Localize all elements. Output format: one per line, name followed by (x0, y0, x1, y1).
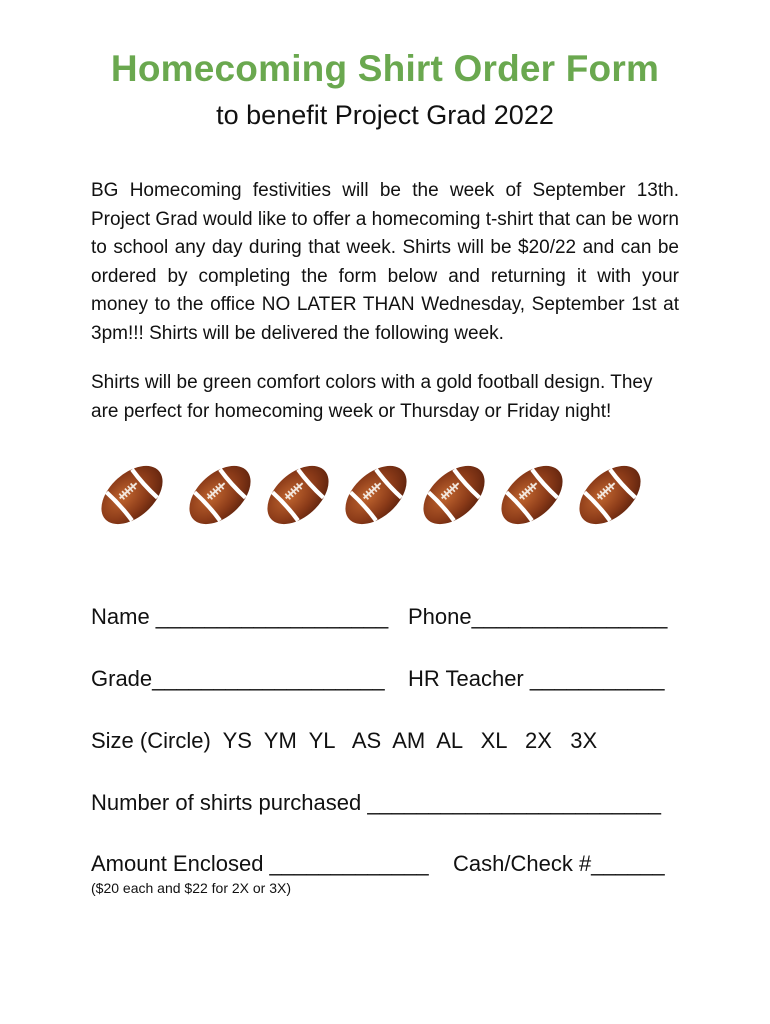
intro-paragraph: BG Homecoming festivities will be the week of September 13th. Project Grad would like to offer a homecoming t-shirt that can be worn to school any day during that week. Shirts will be $20/22 and can be ordered by completing the form below and returning it with your money to the office NO LATER THAN Wednesday, September 1st at 3pm!!! Shirts will be delivered the following week. (91, 180, 679, 344)
cash-check-field[interactable]: Cash/Check #______ (453, 851, 665, 876)
football-row (0, 457, 770, 537)
football-icon (259, 457, 337, 533)
page-title: Homecoming Shirt Order Form (110, 48, 660, 89)
phone-field[interactable]: Phone________________ (408, 604, 668, 629)
football-icon (181, 457, 259, 533)
football-icon (571, 457, 649, 533)
amount-enclosed-field[interactable]: Amount Enclosed _____________ (91, 851, 429, 876)
name-field[interactable]: Name ___________________ (91, 604, 389, 629)
size-selection[interactable]: Size (Circle) YS YM YL AS AM AL XL 2X 3X (91, 728, 598, 753)
football-icon (493, 457, 571, 533)
page-subtitle: to benefit Project Grad 2022 (216, 100, 554, 130)
football-icon (415, 457, 493, 533)
shirt-description-paragraph: Shirts will be green comfort colors with a gold football design. They are perfect for homecoming week or Thursday or Friday night! (91, 372, 653, 422)
quantity-field[interactable]: Number of shirts purchased ________________________ (91, 790, 661, 815)
football-icon (337, 457, 415, 533)
football-icon (93, 457, 171, 533)
price-note: ($20 each and $22 for 2X or 3X) (91, 880, 292, 896)
grade-field[interactable]: Grade___________________ (91, 666, 385, 691)
hr-teacher-field[interactable]: HR Teacher ___________ (408, 666, 665, 691)
